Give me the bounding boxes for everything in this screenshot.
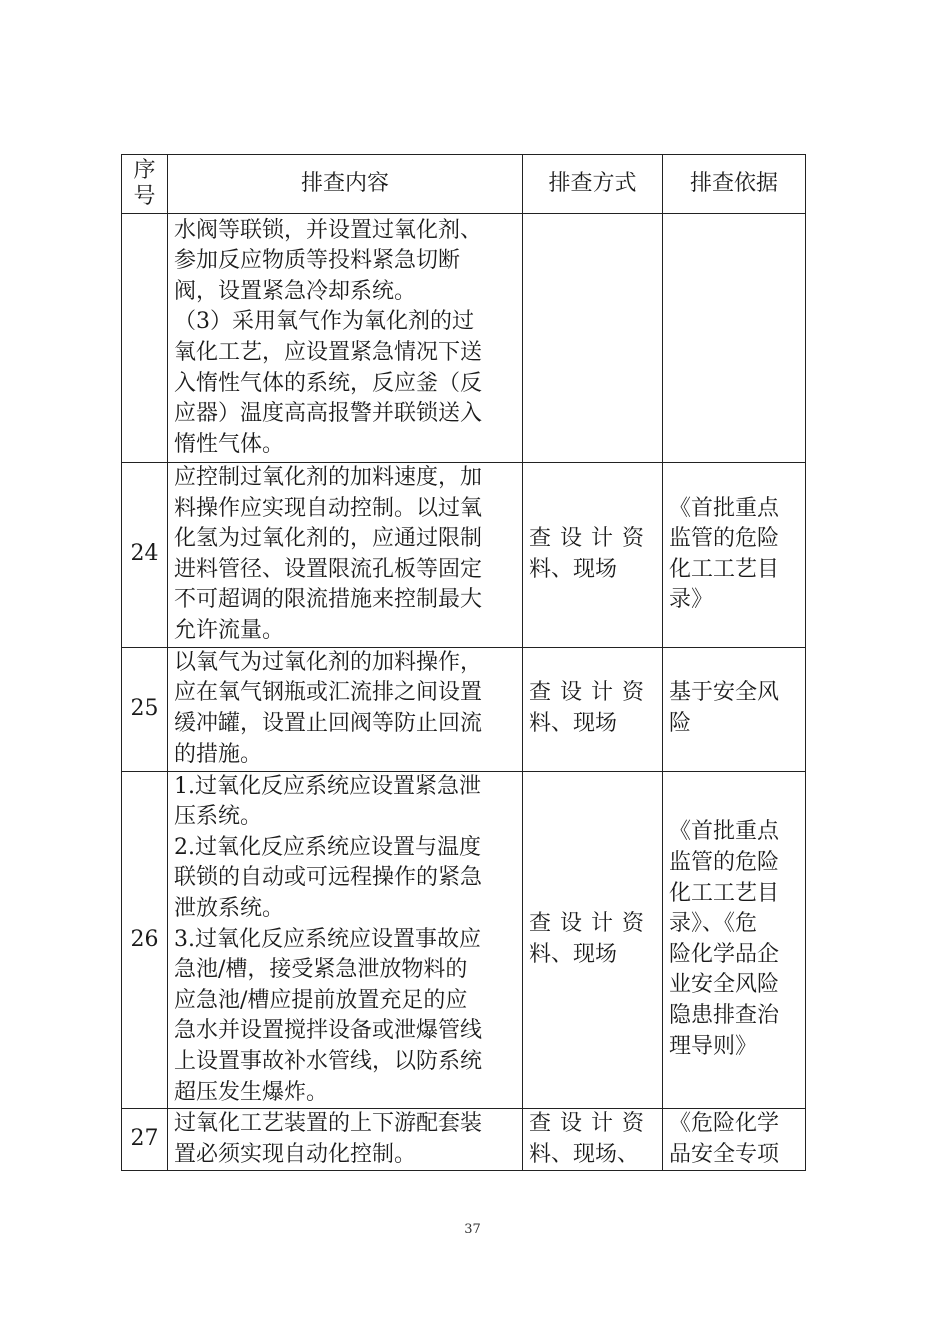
header-method: 排查方式 (523, 155, 663, 214)
content-line: 参加反应物质等投料紧急切断 (174, 248, 461, 274)
row-content (168, 463, 523, 648)
table-row (122, 463, 806, 648)
content-line: 应急池/槽应提前放置充足的应 (174, 987, 468, 1013)
row-seq: 25 (122, 647, 168, 771)
row-content (168, 1109, 523, 1171)
method-line: 查设计资 (529, 1111, 654, 1137)
inspection-table (121, 154, 806, 1171)
row-basis (663, 647, 806, 771)
basis-line: 险 (669, 711, 692, 737)
method-line: 料、现场 (529, 941, 618, 967)
header-basis: 排查依据 (663, 155, 806, 214)
content-line: 应在氧气钢瓶或汇流排之间设置 (174, 680, 483, 706)
content-line: 置必须实现自动化控制。 (174, 1141, 417, 1167)
row-basis (663, 771, 806, 1109)
row-content (168, 214, 523, 463)
row-method (523, 647, 663, 771)
content-line: 氧化工艺，应设置紧急情况下送 (174, 340, 483, 365)
table-header-row (122, 155, 806, 214)
row-content (168, 647, 523, 771)
method-line: 料、现场 (529, 711, 618, 737)
method-line: 料、现场 (529, 556, 618, 582)
table-row (122, 214, 806, 463)
content-line: 缓冲罐，设置止回阀等防止回流 (174, 711, 483, 737)
basis-line: 《危险化学 (669, 1111, 780, 1137)
method-line: 查设计资 (529, 911, 654, 937)
content-line: 应器）温度高高报警并联锁送入 (174, 401, 483, 427)
basis-line: 《首批重点 (669, 495, 780, 521)
row-method (523, 463, 663, 648)
content-line: 以氧气为过氧化剂的加料操作， (174, 649, 483, 675)
row-seq: 27 (122, 1109, 168, 1171)
basis-line: 业安全风险 (669, 972, 780, 998)
row-basis (663, 463, 806, 648)
basis-line: 《首批重点 (669, 819, 780, 845)
content-line: 2.过氧化反应系统应设置与温度 (174, 834, 481, 860)
content-line: 超压发生爆炸。 (174, 1079, 329, 1105)
method-line: 查设计资 (529, 680, 654, 706)
row-method (523, 214, 663, 463)
method-line: 料、现场、 (529, 1141, 640, 1167)
content-line: 允许流量。 (174, 617, 285, 643)
row-content (168, 771, 523, 1109)
content-line: 急池/槽，接受紧急泄放物料的 (174, 957, 468, 983)
basis-line: 险化学品企 (669, 941, 780, 967)
content-line: 进料管径、设置限流孔板等固定 (174, 556, 483, 582)
basis-line: 基于安全风 (669, 680, 780, 706)
row-seq: 26 (122, 771, 168, 1109)
header-seq (122, 155, 168, 214)
content-line: （3）采用氧气作为氧化剂的过 (174, 309, 474, 335)
basis-line: 隐患排查治 (669, 1003, 780, 1029)
basis-line: 监管的危险 (669, 850, 780, 876)
basis-line: 化工工艺目 (669, 880, 780, 906)
row-basis (663, 1109, 806, 1171)
content-line: 联锁的自动或可远程操作的紧急 (174, 865, 483, 891)
row-basis (663, 214, 806, 463)
content-line: 1.过氧化反应系统应设置紧急泄 (174, 773, 481, 799)
content-line: 3.过氧化反应系统应设置事故应 (174, 926, 481, 952)
basis-line: 监管的危险 (669, 526, 780, 552)
table-body (122, 214, 806, 1171)
table-row (122, 771, 806, 1109)
basis-line: 录》、《危 (669, 911, 758, 937)
table-row (122, 1109, 806, 1171)
content-line: 上设置事故补水管线，以防系统 (174, 1048, 483, 1074)
table-row (122, 647, 806, 771)
content-line: 惰性气体。 (174, 431, 285, 457)
header-seq-label: 序号 (133, 158, 156, 209)
row-seq (122, 214, 168, 463)
content-line: 不可超调的限流措施来控制最大 (174, 587, 483, 613)
basis-line: 录》 (669, 587, 714, 613)
row-method (523, 1109, 663, 1171)
basis-line: 理导则》 (669, 1033, 758, 1059)
content-line: 料操作应实现自动控制。以过氧 (174, 495, 483, 521)
basis-line: 化工工艺目 (669, 556, 780, 582)
row-method (523, 771, 663, 1109)
content-line: 泄放系统。 (174, 895, 285, 921)
header-content: 排查内容 (168, 155, 523, 214)
row-seq: 24 (122, 463, 168, 648)
content-line: 入惰性气体的系统，反应釜（反 (174, 370, 483, 396)
content-line: 的措施。 (174, 741, 263, 767)
method-line: 查设计资 (529, 526, 654, 552)
page-number: 37 (464, 1222, 481, 1237)
content-line: 水阀等联锁，并设置过氧化剂、 (174, 217, 483, 243)
content-line: 应控制过氧化剂的加料速度，加 (174, 465, 483, 490)
content-line: 阀，设置紧急冷却系统。 (174, 278, 417, 304)
basis-line: 品安全专项 (669, 1141, 780, 1167)
content-line: 化氢为过氧化剂的，应通过限制 (174, 526, 483, 552)
content-line: 过氧化工艺装置的上下游配套装 (174, 1111, 483, 1137)
content-line: 急水并设置搅拌设备或泄爆管线 (174, 1018, 483, 1044)
content-line: 压系统。 (174, 804, 263, 830)
